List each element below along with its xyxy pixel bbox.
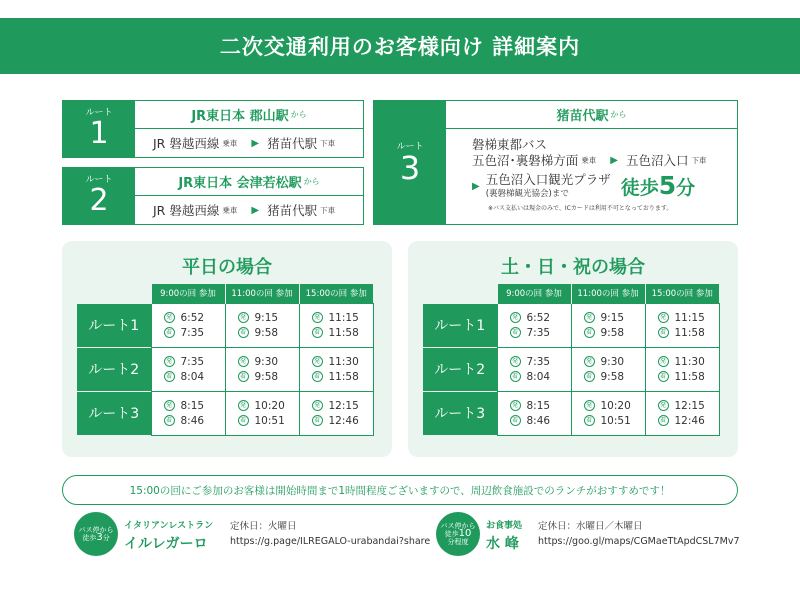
badge-unit: 分 [102,534,110,542]
page-header [0,18,800,74]
arrive-line [646,413,719,428]
weekday-panel [62,241,392,457]
badge-walk [82,534,109,542]
arrive-time: 7:35 [526,326,551,339]
depart-time: 9:30 [600,355,625,368]
arrive-time: 8:04 [526,370,551,383]
arrive-line [498,413,571,428]
arrive-line [572,369,645,384]
arrive-time: 11:58 [328,326,359,339]
restaurant-name: 水 峰 [486,536,519,552]
arrive-icon: 着 [658,371,669,382]
depart-icon: 発 [312,400,323,411]
depart-line [300,398,373,413]
walk-badge [436,512,480,556]
restaurant-category: イタリアンレストラン [124,521,214,531]
plaza-name: 五色沼入口観光プラザ [485,172,611,187]
depart-line [498,354,571,369]
page-title: 二次交通利用のお客様向け 詳細案内 [219,35,581,59]
arrive-icon: 着 [164,371,175,382]
arrive-line [300,413,373,428]
depart-icon: 発 [164,400,175,411]
time-cell [225,303,299,347]
arrive-time: 11:58 [328,370,359,383]
restaurant-name-block [124,518,213,553]
arrive-line [498,369,571,384]
time-cell [151,347,225,391]
route-label: ルート [85,175,113,185]
time-cell [151,303,225,347]
row-header: ルート1 [77,303,151,347]
row-header: ルート2 [77,347,151,391]
alight-label: 下車 [320,205,336,215]
alight-label: 下車 [691,156,707,165]
arrive-time: 9:58 [254,326,279,339]
arrive-icon: 着 [164,415,175,426]
depart-time: 11:30 [674,355,705,368]
route-label: ルート [396,141,424,152]
arrive-icon: 着 [164,327,175,338]
arrive-icon: 着 [510,371,521,382]
column-header: 15:00の回 参加 [299,284,373,303]
route-label: ルート [85,108,113,118]
table-corner [77,284,151,303]
time-cell [645,303,719,347]
route-3-badge [374,101,446,224]
depart-time: 7:35 [526,355,551,368]
time-cell [497,391,571,435]
depart-line [300,354,373,369]
origin-station: JR東日本 会津若松駅 [178,176,302,191]
depart-icon: 発 [584,400,595,411]
time-cell [225,391,299,435]
depart-time: 10:20 [600,399,631,412]
route-1-badge [63,101,135,157]
bus-direction: 五色沼･裏磐梯方面 [472,153,579,168]
restaurant-closed-days: 定休日：火曜日 [230,521,297,532]
row-header: ルート3 [77,391,151,435]
arrive-time: 11:58 [674,370,705,383]
restaurant-info [230,518,430,552]
depart-line [226,354,299,369]
bus-company: 磐梯東都バス [472,137,548,152]
depart-line [572,354,645,369]
time-cell [151,391,225,435]
depart-time: 11:15 [674,311,705,324]
row-header: ルート2 [423,347,497,391]
arrive-icon: 着 [312,371,323,382]
depart-time: 8:15 [180,399,205,412]
lunch-note [62,475,738,505]
walk-badge [74,512,118,556]
column-header: 11:00の回 参加 [225,284,299,303]
walk-unit: 分 [676,177,696,199]
arrive-icon: 着 [658,327,669,338]
arrive-line [152,325,225,340]
table-row [423,303,719,347]
depart-time: 9:30 [254,355,279,368]
destination-station: 猪苗代駅 [267,203,318,218]
depart-icon: 発 [312,356,323,367]
route-1-origin [135,101,363,129]
depart-icon: 発 [312,312,323,323]
table-row [77,303,373,347]
depart-icon: 発 [658,400,669,411]
route-number: 1 [89,116,109,151]
depart-icon: 発 [164,356,175,367]
depart-line [646,398,719,413]
arrive-time: 7:35 [180,326,205,339]
arrive-line [226,325,299,340]
depart-time: 12:15 [674,399,705,412]
arrive-icon: 着 [584,371,595,382]
arrive-line [300,325,373,340]
arrow-right-icon: ▶ [610,155,618,166]
route-3-detail [472,137,729,217]
walk-prefix: 徒歩 [620,177,659,199]
arrive-line [152,413,225,428]
depart-line [300,310,373,325]
time-cell [299,391,373,435]
arrive-line [498,325,571,340]
arrive-icon: 着 [238,415,249,426]
depart-line [572,398,645,413]
arrive-icon: 着 [312,327,323,338]
arrive-line [226,413,299,428]
depart-line [498,398,571,413]
holiday-panel [408,241,738,457]
from-label: から [610,110,627,119]
badge-mid: 徒歩 [82,534,97,542]
restaurant-info [538,518,740,552]
table-row [77,391,373,435]
table-corner [423,284,497,303]
row-header: ルート1 [423,303,497,347]
depart-line [152,398,225,413]
depart-time: 9:15 [600,311,625,324]
depart-icon: 発 [238,312,249,323]
depart-icon: 発 [510,312,521,323]
depart-time: 11:15 [328,311,359,324]
badge-num: 10 [458,528,472,539]
depart-icon: 発 [164,312,175,323]
arrive-time: 9:58 [600,370,625,383]
depart-line [646,310,719,325]
time-cell [645,347,719,391]
holiday-title: 土・日・祝の場合 [501,257,645,278]
holiday-timetable [423,284,720,436]
route-2-badge [63,168,135,224]
arrive-time: 12:46 [674,414,705,427]
depart-icon: 発 [584,312,595,323]
arrive-time: 10:51 [600,414,631,427]
depart-icon: 発 [584,356,595,367]
restaurant-name: イルレガーロ [124,536,208,552]
route-2-detail [135,196,363,224]
restaurant-2 [436,512,740,556]
arrive-time: 8:46 [180,414,205,427]
lunch-note-text: 15:00の回にご参加のお客様は開始時間まで1時間程度ございますので、周辺飲食施設でのランチがおすすめです！ [129,484,671,497]
arrive-time: 9:58 [254,370,279,383]
column-header: 9:00の回 参加 [151,284,225,303]
depart-line [498,310,571,325]
time-cell [571,391,645,435]
board-label: 乗車 [222,138,238,148]
restaurant-category: お食事処 [486,521,523,531]
route-2-card [62,167,364,225]
payment-note: ※バス支払いは現金のみで、ICカードは利用不可となっております。 [488,205,673,212]
time-cell [299,347,373,391]
alight-label: 下車 [320,138,336,148]
bus-direction-row [472,153,729,169]
depart-icon: 発 [238,356,249,367]
board-label: 乗車 [581,156,597,165]
walk-minutes: 5 [658,171,677,200]
walk-row [472,173,729,201]
table-row [423,347,719,391]
arrive-time: 9:58 [600,326,625,339]
depart-line [152,354,225,369]
plaza-association: (裏磐梯観光協会)まで [485,189,569,199]
restaurant-link[interactable]: https://goo.gl/maps/CGMaeTtApdCSL7Mv7 [538,536,740,547]
time-cell [299,303,373,347]
depart-icon: 発 [510,356,521,367]
origin-station: 猪苗代駅 [556,109,609,124]
table-row [77,347,373,391]
row-header: ルート3 [423,391,497,435]
depart-icon: 発 [510,400,521,411]
train-line: JR 磐越西線 [153,136,220,151]
origin-station: JR東日本 郡山駅 [191,109,289,124]
route-2-origin [135,168,363,196]
arrive-time: 8:04 [180,370,205,383]
depart-time: 8:15 [526,399,551,412]
depart-time: 7:35 [180,355,205,368]
column-header: 9:00の回 参加 [497,284,571,303]
badge-top: バス停から [440,522,476,530]
route-number: 3 [399,148,421,187]
badge-mid: 徒歩 [444,530,459,538]
arrive-icon: 着 [238,371,249,382]
depart-icon: 発 [238,400,249,411]
arrow-right-icon: ▶ [472,181,480,192]
time-cell [497,347,571,391]
time-cell [645,391,719,435]
depart-time: 6:52 [180,311,205,324]
arrive-icon: 着 [658,415,669,426]
arrive-line [152,369,225,384]
restaurant-link[interactable]: https://g.page/ILREGALO-urabandai?share [230,536,431,547]
weekday-timetable [77,284,374,436]
depart-time: 12:15 [328,399,359,412]
arrive-icon: 着 [312,415,323,426]
depart-time: 11:30 [328,355,359,368]
time-cell [571,303,645,347]
arrive-time: 8:46 [526,414,551,427]
arrive-icon: 着 [510,327,521,338]
badge-num: 3 [96,532,103,543]
arrive-line [646,369,719,384]
depart-line [152,310,225,325]
restaurant-1 [74,512,434,556]
time-cell [225,347,299,391]
board-label: 乗車 [222,205,238,215]
arrow-right-icon: ▶ [251,204,260,216]
arrive-time: 12:46 [328,414,359,427]
depart-line [572,310,645,325]
badge-walk [445,530,472,538]
depart-icon: 発 [658,312,669,323]
arrive-line [226,369,299,384]
arrive-line [646,325,719,340]
route-3-origin [446,101,737,129]
arrive-time: 10:51 [254,414,285,427]
time-cell [571,347,645,391]
route-number: 2 [89,183,109,218]
restaurant-closed-days: 定休日：水曜日／木曜日 [538,521,643,532]
arrive-icon: 着 [584,415,595,426]
depart-line [226,398,299,413]
column-header: 11:00の回 参加 [571,284,645,303]
arrive-icon: 着 [510,415,521,426]
arrive-line [300,369,373,384]
destination-station: 猪苗代駅 [267,136,318,151]
arrive-time: 11:58 [674,326,705,339]
column-header: 15:00の回 参加 [645,284,719,303]
time-cell [497,303,571,347]
arrow-right-icon: ▶ [251,137,260,149]
train-line: JR 磐越西線 [153,203,220,218]
depart-icon: 発 [658,356,669,367]
badge-top: バス停から [78,526,114,534]
route-1-card [62,100,364,158]
arrive-line [572,325,645,340]
badge-unit: 分程度 [447,538,469,546]
table-row [423,391,719,435]
arrive-line [572,413,645,428]
arrive-icon: 着 [238,327,249,338]
depart-line [226,310,299,325]
bus-stop: 五色沼入口 [625,153,689,168]
depart-time: 9:15 [254,311,279,324]
restaurant-name-block [486,518,522,553]
depart-time: 6:52 [526,311,551,324]
weekday-title: 平日の場合 [182,257,272,278]
from-label: から [303,177,320,186]
depart-line [646,354,719,369]
route-3-card [373,100,738,225]
from-label: から [290,110,307,119]
route-1-detail [135,129,363,157]
walk-time [620,171,696,200]
arrive-icon: 着 [584,327,595,338]
depart-time: 10:20 [254,399,285,412]
